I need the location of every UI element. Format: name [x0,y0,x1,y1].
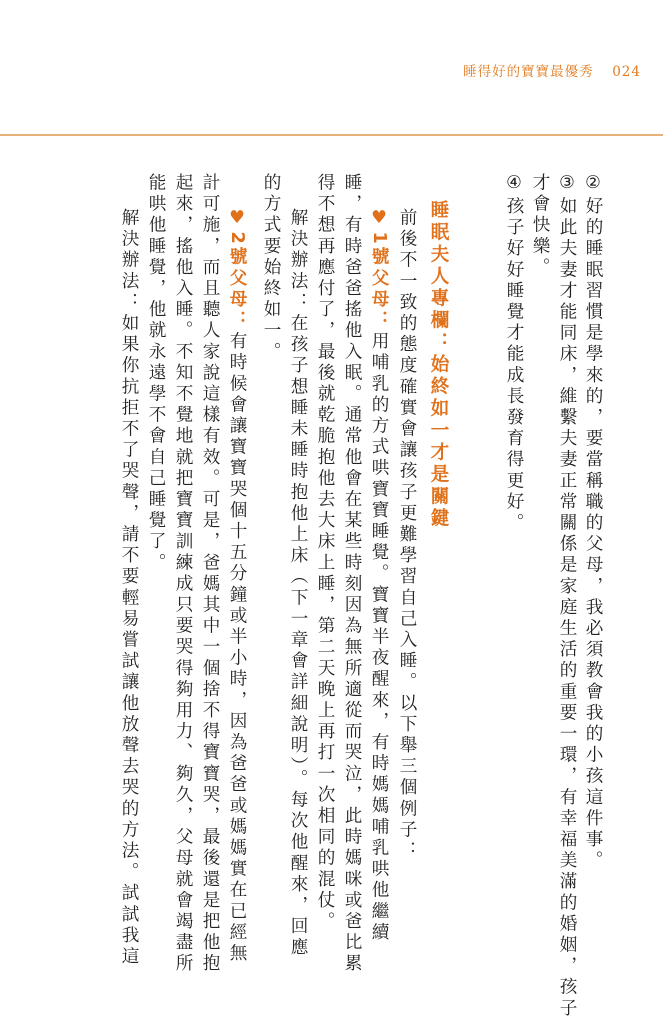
example1-line-5: 的方式要始終如一。 [261,173,279,363]
list-item-2 [583,173,601,872]
running-header [463,60,641,80]
intro-text: 前後不一致的態度確實會讓孩子更難學習自己入睡。以下舉三個例子： [397,208,417,862]
example1-line-3: 得不想再應付了，最後就乾脆抱他去大床上睡，第二天晚上再打一次相同的混仗。 [315,173,333,933]
list-item-text: 孩子好好睡覺才能成長發育得更好。 [504,197,524,535]
example2-line-2: 計可施，而且聽人家說這樣有效。可是，爸媽其中一個捨不得寶寶哭，最後還是把他抱 [200,173,218,975]
example2-line-5: 解決辦法：如果你抗拒不了哭聲，請不要輕易嘗試讓他放聲去哭的方法。試試我這 [119,208,137,968]
heart-icon: ♥ [227,208,247,232]
list-marker: ③ [557,173,575,197]
example2-line-3: 起來，搖他入睡。不知不覺地就把寶寶訓練成只要哭得夠用力、夠久，父母就會竭盡所 [173,173,191,975]
running-header-title: 睡得好的寶寶最優秀 [463,60,594,80]
list-item-4 [504,173,522,534]
list-item-3-continued [530,173,548,279]
example2-line-1: ♥2號父母：有時候會讓寶寶哭個十五分鐘或半小時，因為爸爸或媽媽實在已經無 [227,208,245,965]
example1-label: 1號父母： [369,232,389,332]
heart-icon: ♥ [369,208,389,232]
example1-line-1: ♥1號父母：用哺乳的方式哄寶寶睡覺。寶寶半夜醒來，有時媽媽哺乳哄他繼續 [369,208,387,944]
example2-line-4: 能哄他睡覺，他就永遠學不會自己睡覺了。 [146,173,164,574]
example2-label: 2號父母： [227,232,247,332]
list-item-text: 好的睡眠習慣是學來的，要當稱職的父母，我必須教會我的小孩這件事。 [583,197,603,872]
example1-line-2: 睡，有時爸爸搖他入眠。通常他會在某些時刻因為無所適從而哭泣，此時媽咪或爸比累 [342,173,360,975]
list-item-text: 才會快樂。 [530,173,550,279]
intro-paragraph [397,208,415,862]
header-rule [0,134,663,136]
section-heading-text: 睡眠夫人專欄：始終如一才是關鍵 [428,200,449,530]
section-heading [428,200,447,530]
example1-line-4: 解決辦法：在孩子想睡未睡時抱他上床（下一章會詳細說明）。每次他醒來，回應 [288,208,306,959]
list-marker: ② [583,173,601,197]
list-marker: ④ [504,173,522,197]
page-number: 024 [612,64,641,80]
list-item-3 [557,173,575,1019]
list-item-text: 如此夫妻才能同床，維繫夫妻正常關係是家庭生活的重要一環，有幸福美滿的婚姻，孩子 [557,197,577,1019]
